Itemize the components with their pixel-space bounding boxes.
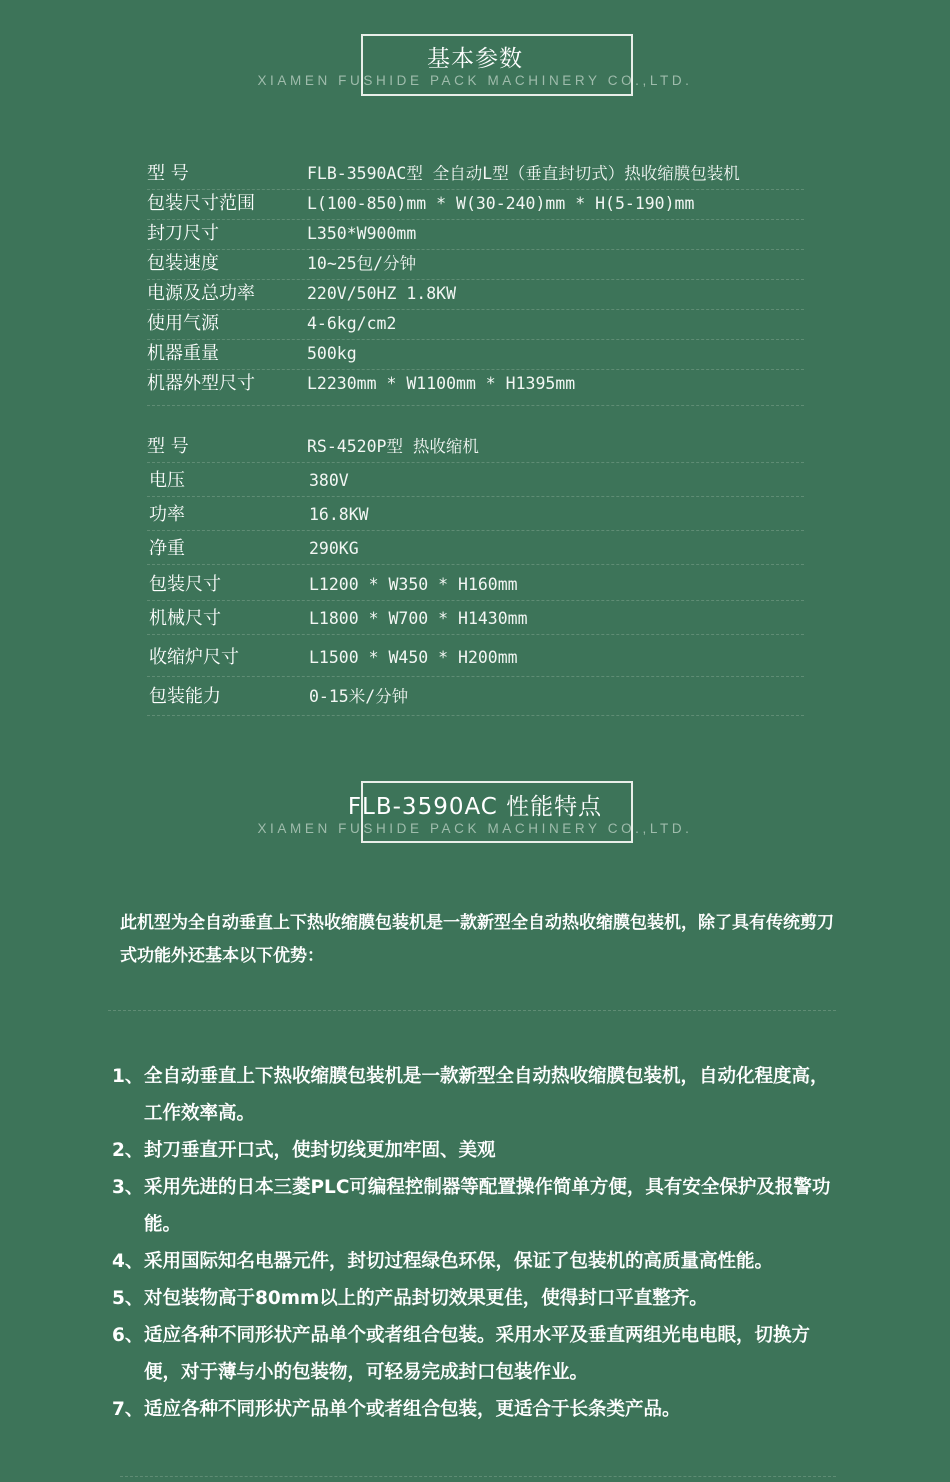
spec-row <box>147 682 804 716</box>
spec-value: 290KG <box>309 539 359 558</box>
section-title: FLB-3590AC 性能特点 <box>347 794 603 820</box>
spec-row <box>147 534 804 565</box>
spec-row <box>147 466 804 497</box>
section-title: 基本参数 <box>427 46 523 72</box>
spec-value: L350*W900mm <box>307 224 417 243</box>
feature-number: 6、 <box>112 1325 144 1346</box>
spec-value: FLB-3590AC型 全自动L型（垂直封切式）热收缩膜包装机 <box>307 164 740 183</box>
spec-row <box>147 159 804 190</box>
spec-row <box>147 309 804 340</box>
spec-label: 使用气源 <box>147 313 219 334</box>
spec-label: 型 号 <box>147 436 189 457</box>
feature-text: 适应各种不同形状产品单个或者组合包装。采用水平及垂直两组光电电眼，切换方便，对于薄与小的包装物，可轻易完成封口包装作业。 <box>144 1325 811 1383</box>
spec-label: 包装尺寸范围 <box>147 193 255 214</box>
spec-row <box>147 189 804 220</box>
intro-paragraph: 此机型为全自动垂直上下热收缩膜包装机是一款新型全自动热收缩膜包装机，除了具有传统剪刀式功能外还基本以下优势： <box>120 913 834 966</box>
spec-label: 功率 <box>149 504 185 525</box>
spec-label: 型 号 <box>147 163 189 184</box>
spec-label: 机械尺寸 <box>149 608 221 629</box>
spec-value: L1200 * W350 * H160mm <box>309 575 518 594</box>
company-watermark-text: XIAMEN FUSHIDE PACK MACHINERY CO.,LTD. <box>257 73 693 88</box>
feature-item <box>112 1058 842 1132</box>
spec-value: L2230mm * W1100mm * H1395mm <box>307 374 576 393</box>
spec-value: L(100-850)mm * W(30-240)mm * H(5-190)mm <box>307 194 695 213</box>
feature-item <box>112 1169 842 1243</box>
spec-label: 机器重量 <box>147 343 219 364</box>
spec-label: 机器外型尺寸 <box>147 373 255 394</box>
feature-list <box>112 1058 842 1428</box>
spec-row <box>147 432 804 463</box>
spec-row <box>147 640 804 677</box>
dashed-divider <box>108 1010 836 1011</box>
spec-row <box>147 369 804 406</box>
spec-label: 净重 <box>149 538 185 559</box>
spec-value: 4-6kg/cm2 <box>307 314 397 333</box>
spec-label: 收缩炉尺寸 <box>149 647 239 668</box>
feature-text: 采用先进的日本三菱PLC可编程控制器等配置操作简单方便，具有安全保护及报警功能。 <box>144 1177 831 1235</box>
feature-text: 对包装物高于80mm以上的产品封切效果更佳，使得封口平直整齐。 <box>144 1288 708 1309</box>
feature-item <box>112 1132 842 1169</box>
spec-value: L1500 * W450 * H200mm <box>309 648 518 667</box>
feature-number: 1、 <box>112 1066 144 1087</box>
spec-value: L1800 * W700 * H1430mm <box>309 609 528 628</box>
spec-row <box>147 219 804 250</box>
spec-row <box>147 570 804 601</box>
feature-item <box>112 1391 842 1428</box>
feature-number: 7、 <box>112 1399 144 1420</box>
feature-text: 封刀垂直开口式，使封切线更加牢固、美观 <box>144 1140 496 1161</box>
feature-text: 适应各种不同形状产品单个或者组合包装，更适合于长条类产品。 <box>144 1399 681 1420</box>
feature-number: 2、 <box>112 1140 144 1161</box>
feature-text: 全自动垂直上下热收缩膜包装机是一款新型全自动热收缩膜包装机，自动化程度高，工作效率高。 <box>144 1066 829 1124</box>
spec-row <box>147 249 804 280</box>
spec-value: 16.8KW <box>309 505 369 524</box>
feature-number: 4、 <box>112 1251 144 1272</box>
feature-item <box>112 1280 842 1317</box>
dashed-divider <box>120 1476 836 1477</box>
spec-value: 0-15米/分钟 <box>309 687 409 706</box>
feature-item <box>112 1317 842 1391</box>
spec-label: 电压 <box>149 470 185 491</box>
spec-label: 电源及总功率 <box>147 283 255 304</box>
company-watermark-text: XIAMEN FUSHIDE PACK MACHINERY CO.,LTD. <box>257 821 693 836</box>
spec-value: 380V <box>309 471 349 490</box>
feature-number: 3、 <box>112 1177 144 1198</box>
spec-value: 500kg <box>307 344 357 363</box>
spec-label: 包装速度 <box>147 253 219 274</box>
spec-row <box>147 339 804 370</box>
spec-label: 包装能力 <box>149 686 221 707</box>
spec-row <box>147 279 804 310</box>
spec-value: 220V/50HZ 1.8KW <box>307 284 457 303</box>
spec-label: 封刀尺寸 <box>147 223 219 244</box>
spec-value: RS-4520P型 热收缩机 <box>307 437 479 456</box>
spec-value: 10~25包/分钟 <box>307 254 417 273</box>
spec-label: 包装尺寸 <box>149 574 221 595</box>
spec-row <box>147 604 804 635</box>
feature-item <box>112 1243 842 1280</box>
feature-number: 5、 <box>112 1288 144 1309</box>
feature-text: 采用国际知名电器元件，封切过程绿色环保，保证了包装机的高质量高性能。 <box>144 1251 774 1272</box>
spec-row <box>147 500 804 531</box>
